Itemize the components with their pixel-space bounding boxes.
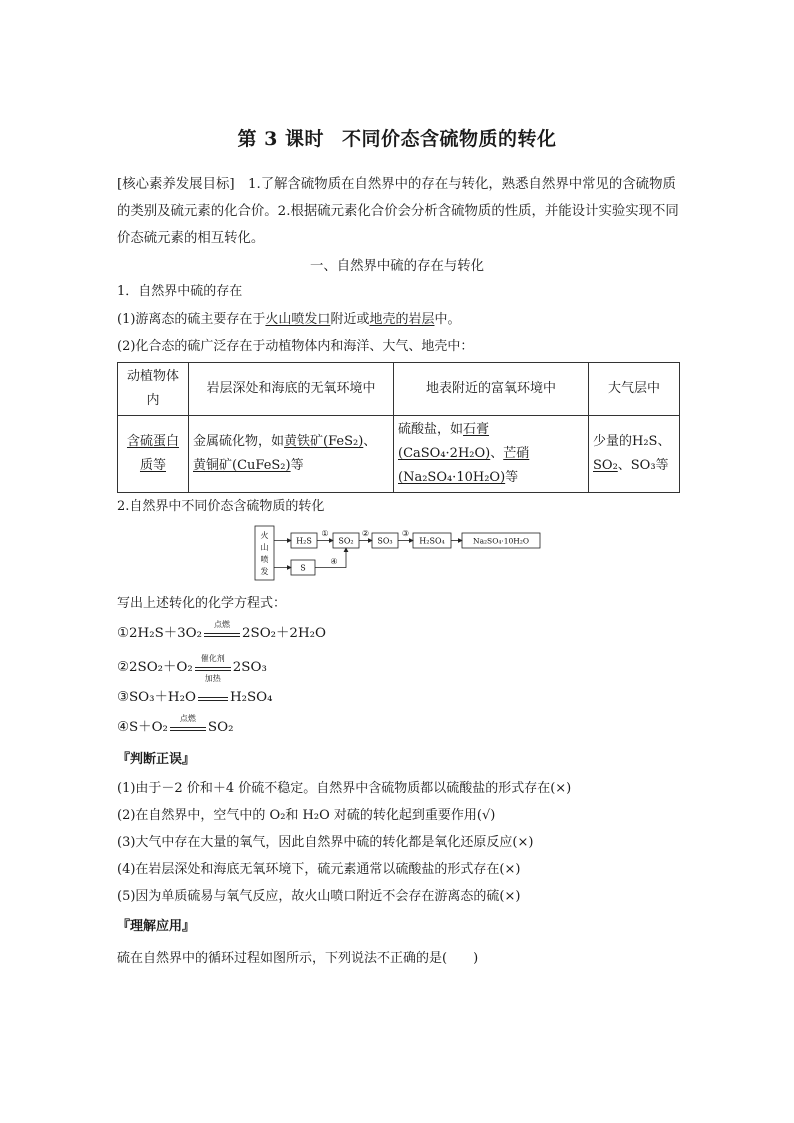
sulfur-conversion-diagram	[250, 524, 550, 584]
page-title	[0, 124, 794, 151]
table-header-cell: 大气层中	[589, 363, 680, 416]
table-cell: 硫酸盐，如石膏(CaSO₄·2H₂O)、芒硝(Na₂SO₄·10H₂O)等	[394, 416, 589, 493]
node-label: S	[300, 563, 306, 573]
answer-blank: 地壳的岩层	[369, 312, 435, 327]
subheading-sulfur-existence: 1．自然界中硫的存在	[117, 284, 243, 299]
answer-blank: 火山喷发口	[265, 312, 331, 327]
equation-3: ③SO₃＋H₂O H₂SO₄	[117, 690, 273, 705]
step-label: ①	[321, 529, 329, 538]
node-label: SO₂	[338, 536, 354, 546]
step-label: ③	[401, 529, 410, 538]
table-cell: 金属硫化物，如黄铁矿(FeS₂)、黄铜矿(CuFeS₂)等	[189, 416, 394, 493]
node-label: H₂S	[296, 536, 312, 546]
equation-1: ①2H₂S＋3O₂ 点燃 2SO₂＋2H₂O	[117, 619, 326, 641]
section-heading: 一、自然界中硫的存在与转化	[309, 259, 485, 274]
volcano-char: 火	[260, 531, 269, 540]
table-header-cell: 地表附近的富氧环境中	[394, 363, 589, 416]
paragraph-free-sulfur: (1)游离态的硫主要存在于火山喷发口附近或地壳的岩层中。	[117, 312, 461, 327]
table-header-row	[118, 363, 680, 416]
paragraph-combined-sulfur: (2)化合态的硫广泛存在于动植物体内和海洋、大气、地壳中：	[117, 339, 474, 354]
judge-item: (5)因为单质硫易与氧气反应，故火山喷口附近不会存在游离态的硫(×)	[117, 889, 521, 904]
table-cell: 少量的H₂S、SO₂、SO₃等	[589, 416, 680, 493]
node-label: Na₂SO₄·10H₂O	[473, 536, 529, 546]
learning-goals: [核心素养发展目标] 1.了解含硫物质在自然界中的存在与转化，熟悉自然界中常见的含硫物质的类别及硫元素的化合价。2.根据硫元素化合价会分析含硫物质的性质，并能设计实验实现不同价态硫元素的相互转化。	[117, 177, 679, 246]
volcano-char: 喷	[260, 555, 269, 564]
judge-item: (4)在岩层深处和海底无氧环境下，硫元素通常以硫酸盐的形式存在(×)	[117, 862, 521, 877]
lesson-number: 第 3 课时	[237, 128, 324, 150]
step-label: ②	[361, 529, 370, 538]
judge-item: (2)在自然界中，空气中的 O₂和 H₂O 对硫的转化起到重要作用(√)	[117, 808, 496, 823]
node-label: H₂SO₄	[419, 536, 445, 546]
subheading-sulfur-conversion: 2.自然界中不同价态含硫物质的转化	[117, 499, 325, 514]
lesson-title: 不同价态含硫物质的转化	[341, 128, 557, 150]
equation-4: ④S＋O₂ 点燃 SO₂	[117, 713, 234, 735]
judge-item: (3)大气中存在大量的氧气，因此自然界中硫的转化都是氧化还原反应(×)	[117, 835, 534, 850]
equation-2: ②2SO₂＋O₂ 催化剂 加热 2SO₃	[117, 653, 267, 683]
step-label: ④	[330, 557, 338, 566]
write-equations-prompt: 写出上述转化的化学方程式：	[117, 596, 287, 611]
judge-item: (1)由于－2 价和＋4 价硫不稳定。自然界中含硫物质都以硫酸盐的形式存在(×)	[117, 781, 572, 796]
table-cell: 含硫蛋白质等	[118, 416, 189, 493]
apply-heading: 『理解应用』	[117, 919, 196, 934]
judge-heading: 『判断正误』	[117, 752, 196, 767]
table-header-cell: 岩层深处和海底的无氧环境中	[189, 363, 394, 416]
sulfur-distribution-table	[117, 362, 680, 493]
volcano-char: 发	[260, 567, 269, 576]
volcano-char: 山	[260, 543, 269, 552]
apply-question: 硫在自然界中的循环过程如图所示，下列说法不正确的是( )	[117, 951, 479, 966]
table-row	[118, 416, 680, 493]
table-header-cell: 动植物体内	[118, 363, 189, 416]
node-label: SO₃	[377, 536, 393, 546]
